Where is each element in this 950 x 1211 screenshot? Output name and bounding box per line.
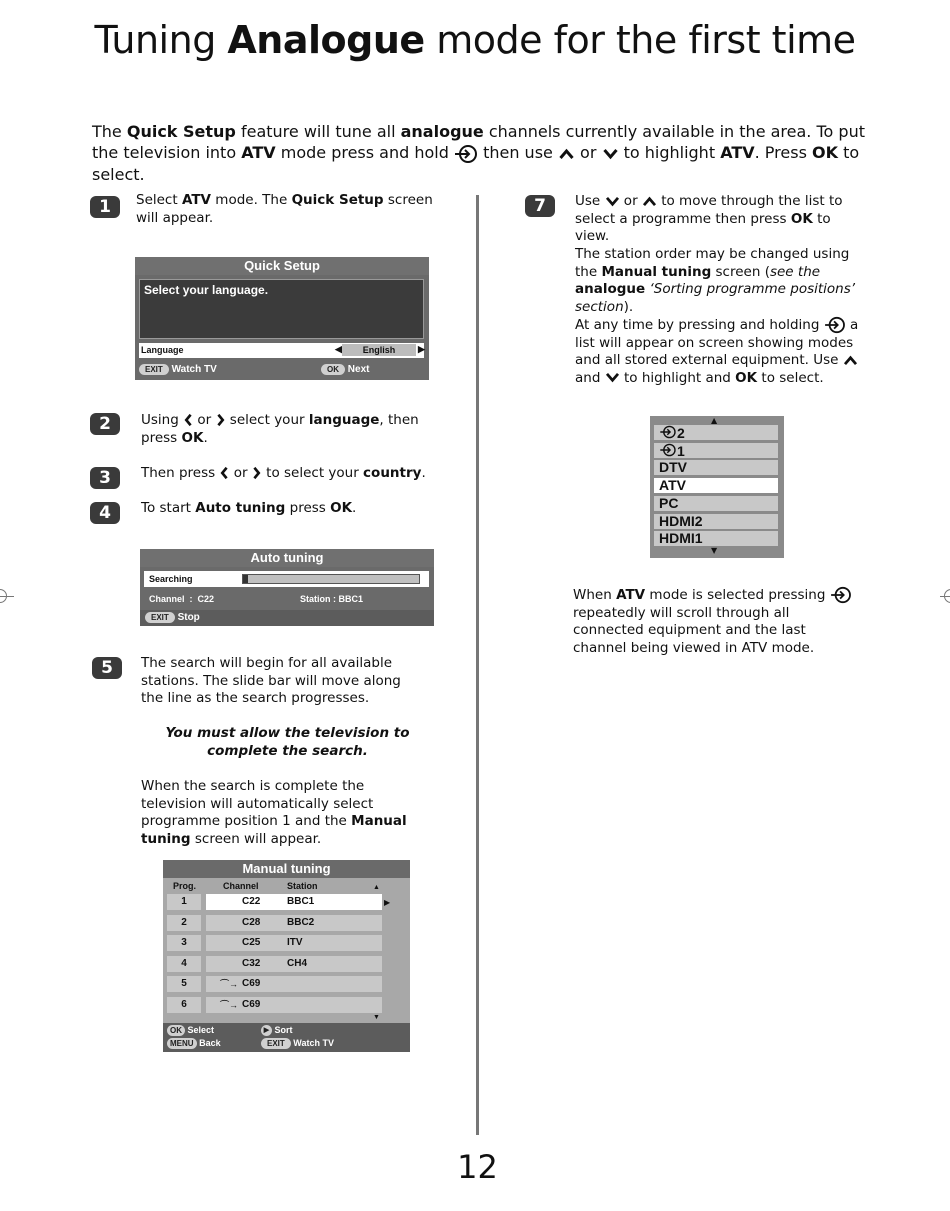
searching-row bbox=[144, 571, 429, 587]
source-list-item[interactable] bbox=[654, 460, 778, 475]
step-5-badge: 5 bbox=[92, 657, 122, 679]
up-arrow-icon bbox=[843, 355, 858, 366]
down-arrow-icon bbox=[602, 148, 619, 160]
source-list-item[interactable] bbox=[654, 425, 778, 440]
left-chevron-icon bbox=[219, 466, 229, 480]
registration-line-left bbox=[0, 596, 14, 597]
menu-key: MENU bbox=[167, 1038, 197, 1049]
language-value[interactable]: English bbox=[342, 344, 416, 356]
table-row[interactable] bbox=[206, 935, 382, 951]
list-up-icon[interactable]: ▲ bbox=[711, 416, 718, 425]
prog-cell[interactable]: 3 bbox=[167, 935, 201, 951]
step-7-paragraph-3: At any time by pressing and holding a list will appear on screen showing modes and all stored external equipment. Use and to highlight and OK to select. bbox=[575, 317, 859, 386]
manual-tuning-header: Manual tuning bbox=[163, 860, 410, 878]
left-arrow-icon[interactable]: ◀ bbox=[335, 344, 342, 354]
auto-tuning-footer bbox=[140, 610, 434, 626]
page-number: 12 bbox=[457, 1148, 498, 1186]
channel-cell: C69 bbox=[242, 978, 261, 989]
scroll-down-icon[interactable]: ▼ bbox=[373, 1014, 380, 1021]
page-title: Tuning Analogue mode for the first time bbox=[94, 18, 856, 62]
back-hint: Back bbox=[199, 1038, 221, 1048]
prog-cell[interactable]: 2 bbox=[167, 915, 201, 931]
progress-track bbox=[242, 574, 420, 584]
sort-hint: Sort bbox=[274, 1025, 293, 1035]
stop-hint: Stop bbox=[177, 612, 200, 623]
ok-hint: Next bbox=[347, 364, 370, 376]
source-label: DTV bbox=[659, 459, 687, 476]
step-3-text: Then press or to select your country. bbox=[141, 465, 426, 481]
station-cell: BBC2 bbox=[287, 916, 315, 928]
up-arrow-icon bbox=[642, 196, 657, 207]
source-list-item[interactable] bbox=[654, 531, 778, 546]
progress-fill bbox=[243, 575, 248, 583]
channel-cell: C28 bbox=[242, 916, 261, 928]
source-list-item[interactable] bbox=[654, 478, 778, 493]
table-row[interactable] bbox=[206, 976, 382, 992]
step-3-badge: 3 bbox=[90, 467, 120, 489]
prog-cell[interactable]: 5 bbox=[167, 976, 201, 992]
source-list-item[interactable] bbox=[654, 514, 778, 529]
channel-cell: C22 bbox=[242, 896, 261, 907]
skip-icon: ⌒→ bbox=[220, 979, 239, 989]
step-5-paragraph-3: When the search is complete the television will automatically select programme position 1 and the Manual tuning screen will appear. bbox=[141, 778, 407, 847]
col-channel: Channel bbox=[223, 881, 259, 891]
exit-hint: Watch TV bbox=[171, 364, 217, 376]
source-label: 1 bbox=[677, 442, 685, 459]
column-divider bbox=[476, 195, 479, 1135]
source-list-item[interactable] bbox=[654, 496, 778, 511]
channel-readout: Channel : C22 bbox=[149, 594, 215, 604]
exit-key: EXIT bbox=[139, 364, 169, 375]
ok-key: OK bbox=[321, 364, 345, 375]
sort-key-icon: ▶ bbox=[261, 1025, 272, 1036]
source-label: 2 bbox=[677, 425, 685, 441]
station-cell: ITV bbox=[287, 937, 303, 948]
step-1-badge: 1 bbox=[90, 196, 120, 218]
auto-tuning-header: Auto tuning bbox=[140, 549, 434, 567]
table-row[interactable] bbox=[206, 915, 382, 931]
quick-setup-header: Quick Setup bbox=[135, 257, 429, 275]
table-row[interactable] bbox=[206, 956, 382, 972]
language-label: Language bbox=[141, 345, 184, 355]
source-label: HDMI2 bbox=[659, 512, 703, 529]
manual-tuning-screen bbox=[163, 860, 410, 1052]
table-row[interactable] bbox=[206, 894, 382, 910]
selected-row-pointer-icon: ▶ bbox=[384, 898, 391, 907]
input-icon bbox=[659, 443, 677, 457]
step-5-warning: You must allow the television to complete the search. bbox=[165, 725, 410, 759]
right-chevron-icon bbox=[252, 466, 262, 480]
right-arrow-icon[interactable]: ▶ bbox=[418, 344, 425, 354]
input-icon bbox=[659, 425, 677, 439]
channel-cell: C25 bbox=[242, 937, 261, 948]
left-chevron-icon bbox=[183, 413, 193, 427]
manual-tuning-footer bbox=[163, 1023, 410, 1052]
down-arrow-icon bbox=[605, 372, 620, 383]
ok-key: OK bbox=[167, 1025, 185, 1036]
step-7-badge: 7 bbox=[525, 195, 555, 217]
table-row[interactable] bbox=[206, 997, 382, 1013]
right-chevron-icon bbox=[216, 413, 226, 427]
auto-tuning-screen bbox=[140, 549, 434, 626]
prog-cell[interactable]: 1 bbox=[167, 894, 201, 910]
source-label: HDMI1 bbox=[659, 530, 703, 547]
list-down-icon[interactable]: ▼ bbox=[711, 546, 718, 555]
step-4-text: To start Auto tuning press OK. bbox=[141, 500, 357, 516]
exit-key: EXIT bbox=[261, 1038, 291, 1049]
station-cell: CH4 bbox=[287, 957, 308, 969]
quick-setup-prompt: Select your language. bbox=[144, 283, 269, 297]
input-icon bbox=[830, 586, 852, 604]
watch-tv-hint: Watch TV bbox=[293, 1038, 334, 1048]
step-4-badge: 4 bbox=[90, 502, 120, 524]
step-7-paragraph-2: The station order may be changed using the Manual tuning screen (see the analogue ‘Sorting programme positions’ section). bbox=[575, 246, 856, 315]
select-hint: Select bbox=[187, 1025, 215, 1035]
source-list-item[interactable] bbox=[654, 443, 778, 458]
station-cell: BBC1 bbox=[287, 896, 315, 907]
prog-cell[interactable]: 4 bbox=[167, 956, 201, 972]
step-1-text: Select ATV mode. The Quick Setup screen will appear. bbox=[136, 192, 433, 226]
exit-key: EXIT bbox=[145, 612, 175, 623]
step-7-paragraph-1: Use or to move through the list to select a programme then press OK to view. bbox=[575, 193, 843, 244]
quick-setup-message-box bbox=[139, 279, 424, 339]
quick-setup-footer bbox=[139, 364, 424, 375]
quick-setup-screen bbox=[135, 257, 429, 380]
skip-icon: ⌒→ bbox=[220, 999, 239, 1010]
source-label: ATV bbox=[659, 477, 686, 494]
up-arrow-icon bbox=[558, 148, 575, 160]
down-arrow-icon bbox=[605, 196, 620, 207]
language-row[interactable] bbox=[139, 343, 424, 358]
col-station: Station bbox=[287, 881, 318, 891]
step-7-paragraph-4: When ATV mode is selected pressing repeatedly will scroll through all connected equipment and the last channel being viewed in ATV mode. bbox=[573, 586, 863, 657]
registration-line-right bbox=[940, 596, 950, 597]
step-2-badge: 2 bbox=[90, 413, 120, 435]
scroll-up-icon[interactable]: ▲ bbox=[373, 884, 380, 891]
intro-paragraph: The Quick Setup feature will tune all analogue channels currently available in the area. To put the television into ATV mode press and hold then use or to highlight ATV. Press OK to select. bbox=[92, 122, 865, 184]
station-readout: Station : BBC1 bbox=[300, 594, 363, 604]
source-list-screen bbox=[650, 416, 784, 558]
step-5-paragraph-1: The search will begin for all available stations. The slide bar will move along the line as the search progresses. bbox=[141, 655, 401, 706]
channel-cell: C32 bbox=[242, 957, 261, 969]
channel-cell: C69 bbox=[242, 998, 261, 1010]
step-2-text: Using or select your language, then press OK. bbox=[141, 412, 419, 446]
input-icon bbox=[454, 144, 478, 164]
prog-cell[interactable]: 6 bbox=[167, 997, 201, 1013]
source-label: PC bbox=[659, 494, 679, 511]
col-prog: Prog. bbox=[173, 881, 197, 891]
input-icon bbox=[824, 316, 846, 334]
searching-label: Searching bbox=[149, 574, 193, 584]
